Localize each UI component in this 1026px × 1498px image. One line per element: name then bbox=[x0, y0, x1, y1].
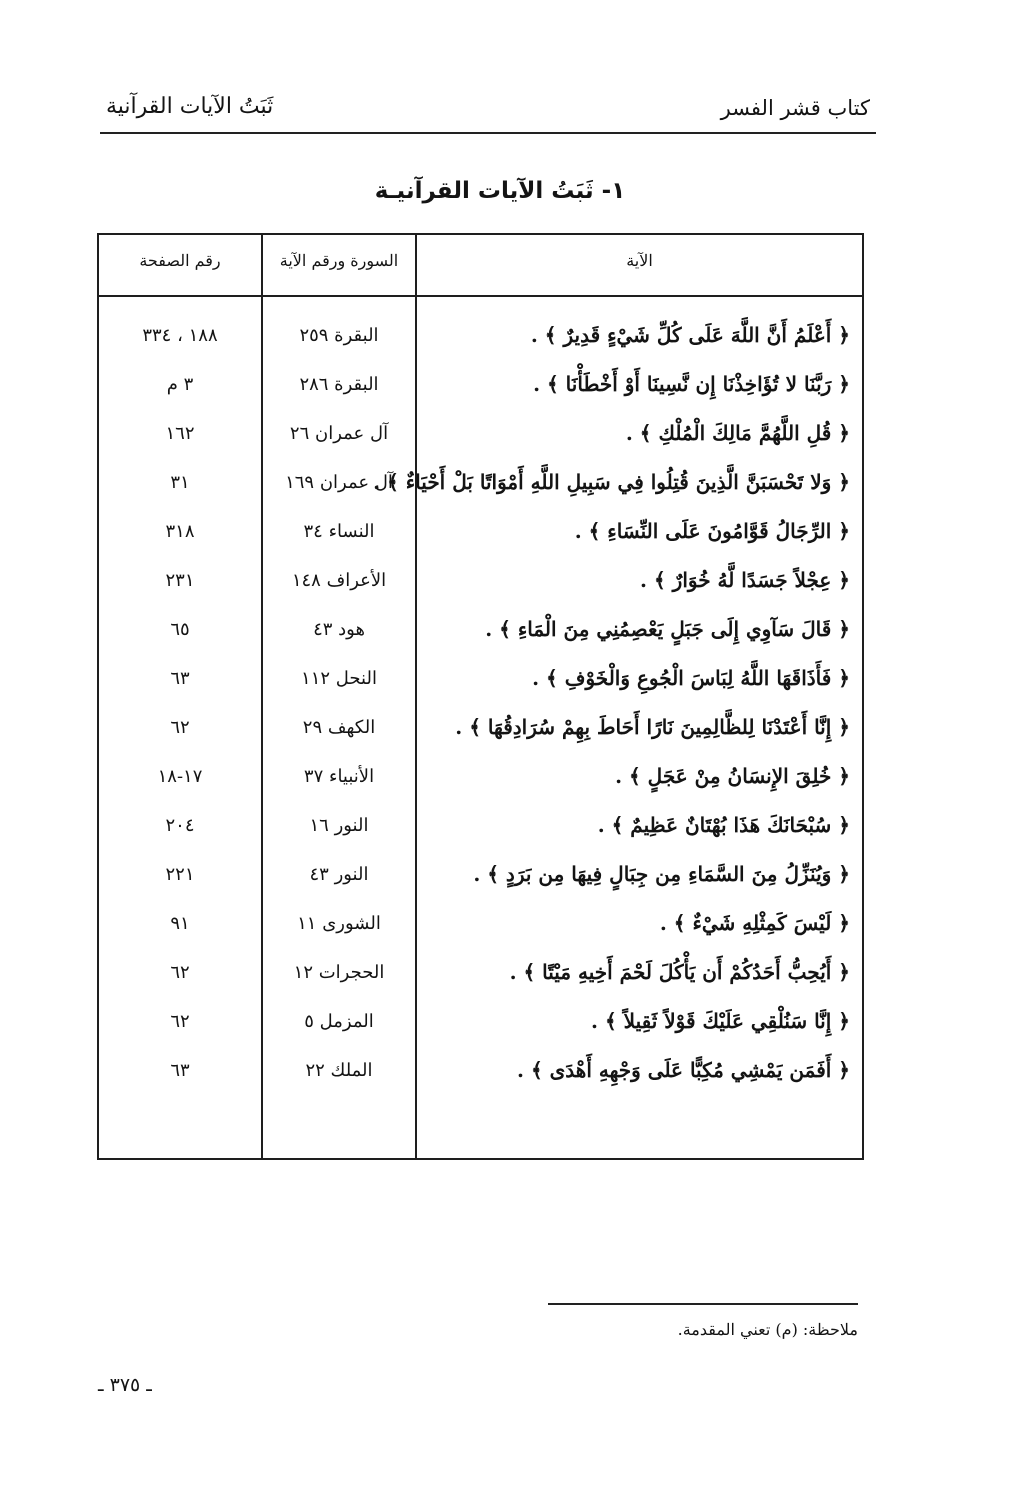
surah-cell: الأنبياء ٣٧ bbox=[303, 766, 375, 787]
page-cell: ٣ م bbox=[166, 374, 194, 395]
table-header-row bbox=[99, 235, 862, 297]
table-row bbox=[99, 613, 862, 662]
verse-cell: ﴿ وَلا تَحْسَبَنَّ الَّذِينَ قُتِلُوا فِي سَبِيلِ اللَّهِ أَمْوَاتًا بَلْ أَحْيَاءٌ ﴾ . bbox=[373, 470, 850, 494]
surah-cell: النور ٤٣ bbox=[309, 864, 369, 885]
table-row bbox=[99, 466, 862, 515]
surah-cell: آل عمران ١٦٩ bbox=[285, 472, 393, 493]
table-row bbox=[99, 662, 862, 711]
surah-cell: الحجرات ١٢ bbox=[293, 962, 385, 983]
running-header bbox=[100, 92, 876, 134]
page-cell: ٦٢ bbox=[170, 1011, 190, 1032]
verse-cell: ﴿ أَيُحِبُّ أَحَدُكُمْ أَن يَأْكُلَ لَحْمَ أَخِيهِ مَيْتًا ﴾ . bbox=[509, 960, 850, 984]
verse-cell: ﴿ سُبْحَانَكَ هَذَا بُهْتَانٌ عَظِيمٌ ﴾ . bbox=[597, 813, 850, 837]
surah-cell: النور ١٦ bbox=[309, 815, 369, 836]
table-row bbox=[99, 1054, 862, 1103]
page-cell: ٦٥ bbox=[170, 619, 190, 640]
page-cell: ٦٢ bbox=[170, 962, 190, 983]
surah-cell: النحل ١١٢ bbox=[301, 668, 377, 689]
surah-cell: المزمل ٥ bbox=[304, 1011, 374, 1032]
page-cell: ٣١ bbox=[170, 472, 190, 493]
table-row bbox=[99, 564, 862, 613]
page-cell: ٩١ bbox=[170, 913, 190, 934]
page-cell: ٣١٨ bbox=[165, 521, 195, 542]
verse-cell: ﴿ لَيْسَ كَمِثْلِهِ شَيْءٌ ﴾ . bbox=[659, 911, 850, 935]
verse-cell: ﴿ فَأَذَاقَهَا اللَّهُ لِبَاسَ الْجُوعِ وَالْخَوْفِ ﴾ . bbox=[532, 666, 850, 690]
header-verse: الآية bbox=[626, 251, 653, 270]
surah-cell: البقرة ٢٥٩ bbox=[299, 325, 379, 346]
page-cell: ٦٣ bbox=[170, 668, 190, 689]
page-cell: ١٧-١٨ bbox=[157, 766, 203, 787]
page-cell: ١٨٨ ، ٣٣٤ bbox=[142, 325, 218, 346]
page-cell: ٢٢١ bbox=[165, 864, 195, 885]
verse-cell: ﴿ أَفَمَن يَمْشِي مُكِبًّا عَلَى وَجْهِهِ أَهْدَى ﴾ . bbox=[517, 1058, 850, 1082]
verse-cell: ﴿ وَيُنَزِّلُ مِنَ السَّمَاءِ مِن جِبَالٍ فِيهَا مِن بَرَدٍ ﴾ . bbox=[473, 862, 850, 886]
page-number: ـ ٣٧٥ ـ bbox=[98, 1374, 152, 1396]
verse-cell: ﴿ قَالَ سَآوِي إِلَى جَبَلٍ يَعْصِمُنِي مِنَ الْمَاءِ ﴾ . bbox=[485, 617, 850, 641]
table-row bbox=[99, 907, 862, 956]
surah-cell: الأعراف ١٤٨ bbox=[291, 570, 387, 591]
table-row bbox=[99, 368, 862, 417]
page-cell: ٢٠٤ bbox=[165, 815, 195, 836]
surah-cell: هود ٤٣ bbox=[313, 619, 365, 640]
verse-cell: ﴿ إِنَّا سَنُلْقِي عَلَيْكَ قَوْلاً ثَقِيلاً ﴾ . bbox=[591, 1009, 850, 1033]
table-row bbox=[99, 1005, 862, 1054]
verse-cell: ﴿ قُلِ اللَّهُمَّ مَالِكَ الْمُلْكِ ﴾ . bbox=[625, 421, 850, 445]
footnote: ملاحظة: (م) تعني المقدمة. bbox=[677, 1320, 858, 1339]
verses-table bbox=[97, 233, 864, 1160]
surah-cell: الشورى ١١ bbox=[297, 913, 381, 934]
surah-cell: الملك ٢٢ bbox=[305, 1060, 373, 1081]
page-cell: ٢٣١ bbox=[165, 570, 195, 591]
verse-cell: ﴿ إِنَّا أَعْتَدْنَا لِلظَّالِمِينَ نَارًا أَحَاطَ بِهِمْ سُرَادِقُهَا ﴾ . bbox=[455, 715, 850, 739]
surah-cell: الكهف ٢٩ bbox=[302, 717, 376, 738]
table-row bbox=[99, 515, 862, 564]
table-row bbox=[99, 760, 862, 809]
table-row bbox=[99, 319, 862, 368]
verse-cell: ﴿ الرِّجَالُ قَوَّامُونَ عَلَى النِّسَاءِ ﴾ . bbox=[574, 519, 850, 543]
table-row bbox=[99, 956, 862, 1005]
verse-cell: ﴿ أَعْلَمُ أَنَّ اللَّهَ عَلَى كُلِّ شَيْءٍ قَدِيرٌ ﴾ . bbox=[530, 323, 850, 347]
header-page: رقم الصفحة bbox=[139, 251, 221, 270]
page-cell: ١٦٢ bbox=[165, 423, 195, 444]
page-cell: ٦٢ bbox=[170, 717, 190, 738]
surah-cell: البقرة ٢٨٦ bbox=[299, 374, 379, 395]
table-row bbox=[99, 711, 862, 760]
surah-cell: النساء ٣٤ bbox=[303, 521, 375, 542]
table-row bbox=[99, 858, 862, 907]
verse-cell: ﴿ رَبَّنَا لا تُؤَاخِذْنَا إِن نَّسِينَا أَوْ أَخْطَأْنَا ﴾ . bbox=[533, 372, 850, 396]
page-heading: ١- ثَبَتُ الآيات القرآنيـة bbox=[374, 178, 626, 204]
footnote-divider bbox=[548, 1303, 858, 1305]
table-row bbox=[99, 417, 862, 466]
surah-cell: آل عمران ٢٦ bbox=[289, 423, 389, 444]
header-surah: السورة ورقم الآية bbox=[279, 251, 399, 270]
verse-cell: ﴿ عِجْلاً جَسَدًا لَّهُ خُوَارٌ ﴾ . bbox=[640, 568, 850, 592]
book-title: كتاب قشر الفسر bbox=[720, 96, 870, 120]
verse-cell: ﴿ خُلِقَ الإِنسَانُ مِنْ عَجَلٍ ﴾ . bbox=[615, 764, 850, 788]
table-body bbox=[99, 319, 862, 1103]
table-row bbox=[99, 809, 862, 858]
page-cell: ٦٣ bbox=[170, 1060, 190, 1081]
section-title: ثَبَتُ الآيات القرآنية bbox=[106, 94, 274, 119]
